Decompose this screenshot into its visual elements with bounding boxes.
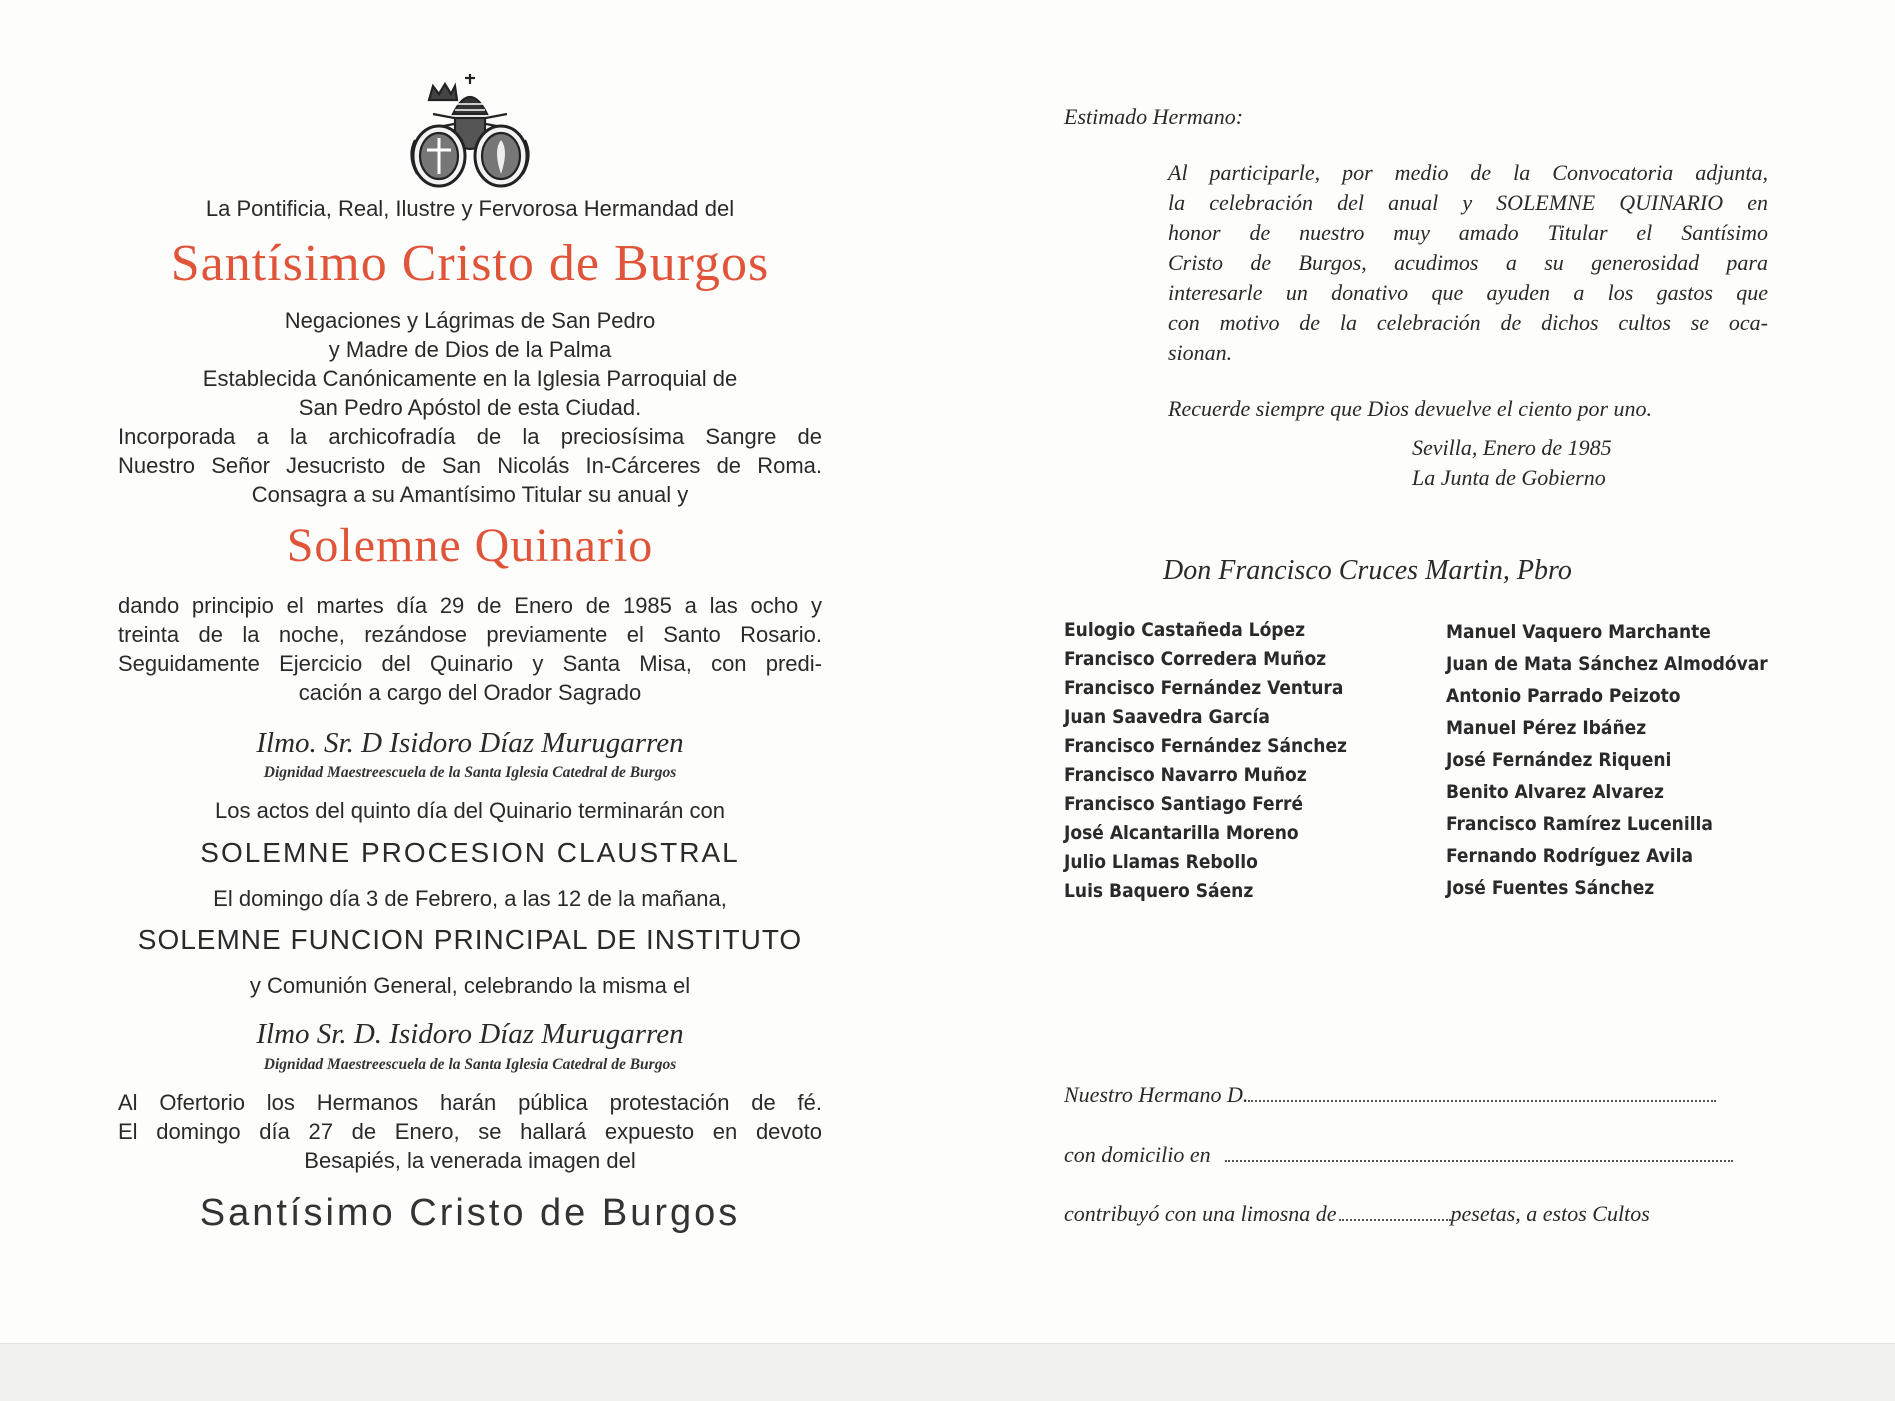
subtitle-line: Negaciones y Lágrimas de San Pedro: [284, 308, 656, 333]
preacher-title: Dignidad Maestreescuela de la Santa Iglesia Catedral de Burgos: [263, 764, 677, 781]
subtitle-line: Establecida Canónicamente en la Iglesia Parroquial de: [202, 366, 738, 391]
preacher-title: Dignidad Maestreescuela de la Santa Iglesia Catedral de Burgos: [263, 1056, 677, 1073]
offertory-line: Al Ofertorio los Hermanos harán pública protestación de fé.: [118, 1090, 822, 1115]
schedule-line: Seguidamente Ejercicio del Quinario y Santa Misa, con predi-: [118, 651, 822, 676]
member-name: Manuel Vaquero Marchante: [1446, 621, 1711, 643]
letter-line: con motivo de la celebración de dichos cultos se oca-: [1168, 310, 1768, 335]
letter-line: interesarle un donativo que ayuden a los gastos que: [1168, 280, 1768, 305]
member-name: Julio Llamas Rebollo: [1064, 851, 1258, 873]
member-name: Benito Alvarez Alvarez: [1446, 781, 1664, 803]
preacher-name: Ilmo Sr. D. Isidoro Díaz Murugarren: [256, 1018, 684, 1050]
consagra-line: Consagra a su Amantísimo Titular su anual y: [251, 482, 689, 507]
signature-line: La Junta de Gobierno: [1412, 465, 1606, 490]
member-name: Juan de Mata Sánchez Almodóvar: [1446, 653, 1768, 675]
member-name: Francisco Fernández Sánchez: [1064, 735, 1347, 757]
member-name: Luis Baquero Sáenz: [1064, 880, 1254, 902]
main-title: Santísimo Cristo de Burgos: [170, 235, 770, 292]
incorporation-line: Incorporada a la archicofradía de la preciosísima Sangre de: [118, 424, 822, 449]
member-name: Antonio Parrado Peizoto: [1446, 685, 1681, 707]
board-members-right: [1446, 616, 1768, 904]
member-name: José Fuentes Sánchez: [1446, 877, 1655, 899]
member-name: José Alcantarilla Moreno: [1064, 822, 1299, 844]
closing-title: Santísimo Cristo de Burgos: [199, 1192, 741, 1234]
actos-line: Los actos del quinto día del Quinario terminarán con: [215, 798, 725, 823]
letter-line: honor de nuestro muy amado Titular el Santísimo: [1168, 220, 1768, 245]
board-members-left: [1064, 616, 1347, 906]
besapies-line: Besapiés, la venerada imagen del: [304, 1148, 636, 1173]
domicilio-field[interactable]: [1225, 1142, 1733, 1162]
function-heading: SOLEMNE FUNCION PRINCIPAL DE INSTITUTO: [137, 924, 803, 955]
form-limosna-row: [1064, 1201, 1764, 1227]
procession-heading: SOLEMNE PROCESION CLAUSTRAL: [200, 837, 740, 868]
intro-line: La Pontificia, Real, Ilustre y Fervorosa Hermandad del: [205, 196, 735, 221]
member-name: Juan Saavedra García: [1064, 706, 1270, 728]
form-domicilio-row: [1064, 1142, 1764, 1168]
schedule-line: cación a cargo del Orador Sagrado: [298, 680, 642, 705]
form-hermano-row: [1064, 1082, 1764, 1108]
sunday-line: El domingo día 3 de Febrero, a las 12 de la mañana,: [213, 886, 727, 911]
quinario-title: Solemne Quinario: [286, 519, 654, 572]
subtitle-line: y Madre de Dios de la Palma: [328, 337, 612, 362]
director-name: Don Francisco Cruces Martin, Pbro: [1163, 555, 1572, 586]
member-name: Manuel Pérez Ibáñez: [1446, 717, 1647, 739]
letter-panel: [1060, 100, 1770, 1280]
hermano-label: Nuestro Hermano D.: [1064, 1082, 1249, 1107]
subtitle-line: San Pedro Apóstol de esta Ciudad.: [298, 395, 642, 420]
schedule-line: dando principio el martes día 29 de Enero de 1985 a las ocho y: [118, 593, 822, 618]
schedule-line: treinta de la noche, rezándose previamente el Santo Rosario.: [118, 622, 822, 647]
greeting: Estimado Hermano:: [1064, 104, 1244, 129]
limosna-field[interactable]: [1339, 1201, 1451, 1221]
member-name: Francisco Fernández Ventura: [1064, 677, 1344, 699]
pesetas-label: pesetas, a estos Cultos: [1450, 1201, 1650, 1226]
domicilio-label: con domicilio en: [1064, 1142, 1211, 1167]
member-name: Eulogio Castañeda López: [1064, 619, 1306, 641]
letter-line: la celebración del anual y SOLEMNE QUINARIO en: [1168, 190, 1768, 215]
member-name: Francisco Ramírez Lucenilla: [1446, 813, 1713, 835]
page-bottom-edge: [0, 1343, 1895, 1401]
member-name: Francisco Santiago Ferré: [1064, 793, 1304, 815]
member-name: Francisco Corredera Muñoz: [1064, 648, 1327, 670]
member-name: Francisco Navarro Muñoz: [1064, 764, 1307, 786]
letter-line: sionan.: [1168, 340, 1233, 365]
convocatoria-panel: [110, 60, 830, 1260]
preacher-name: Ilmo. Sr. D Isidoro Díaz Murugarren: [256, 727, 684, 759]
limosna-label: contribuyó con una limosna de: [1064, 1201, 1337, 1226]
letter-line: Al participarle, por medio de la Convocatoria adjunta,: [1168, 160, 1768, 185]
member-name: Fernando Rodríguez Avila: [1446, 845, 1694, 867]
hermano-field[interactable]: [1248, 1082, 1716, 1102]
place-date: Sevilla, Enero de 1985: [1412, 435, 1612, 460]
member-name: José Fernández Riqueni: [1446, 749, 1672, 771]
offertory-line: El domingo día 27 de Enero, se hallará expuesto en devoto: [118, 1119, 822, 1144]
brotherhood-emblem-icon: [403, 70, 537, 190]
incorporation-line: Nuestro Señor Jesucristo de San Nicolás In-Cárceres de Roma.: [118, 453, 822, 478]
letter-line: Cristo de Burgos, acudimos a su generosidad para: [1168, 250, 1768, 275]
reminder-line: Recuerde siempre que Dios devuelve el ciento por uno.: [1168, 396, 1653, 421]
communion-line: y Comunión General, celebrando la misma el: [249, 973, 691, 998]
